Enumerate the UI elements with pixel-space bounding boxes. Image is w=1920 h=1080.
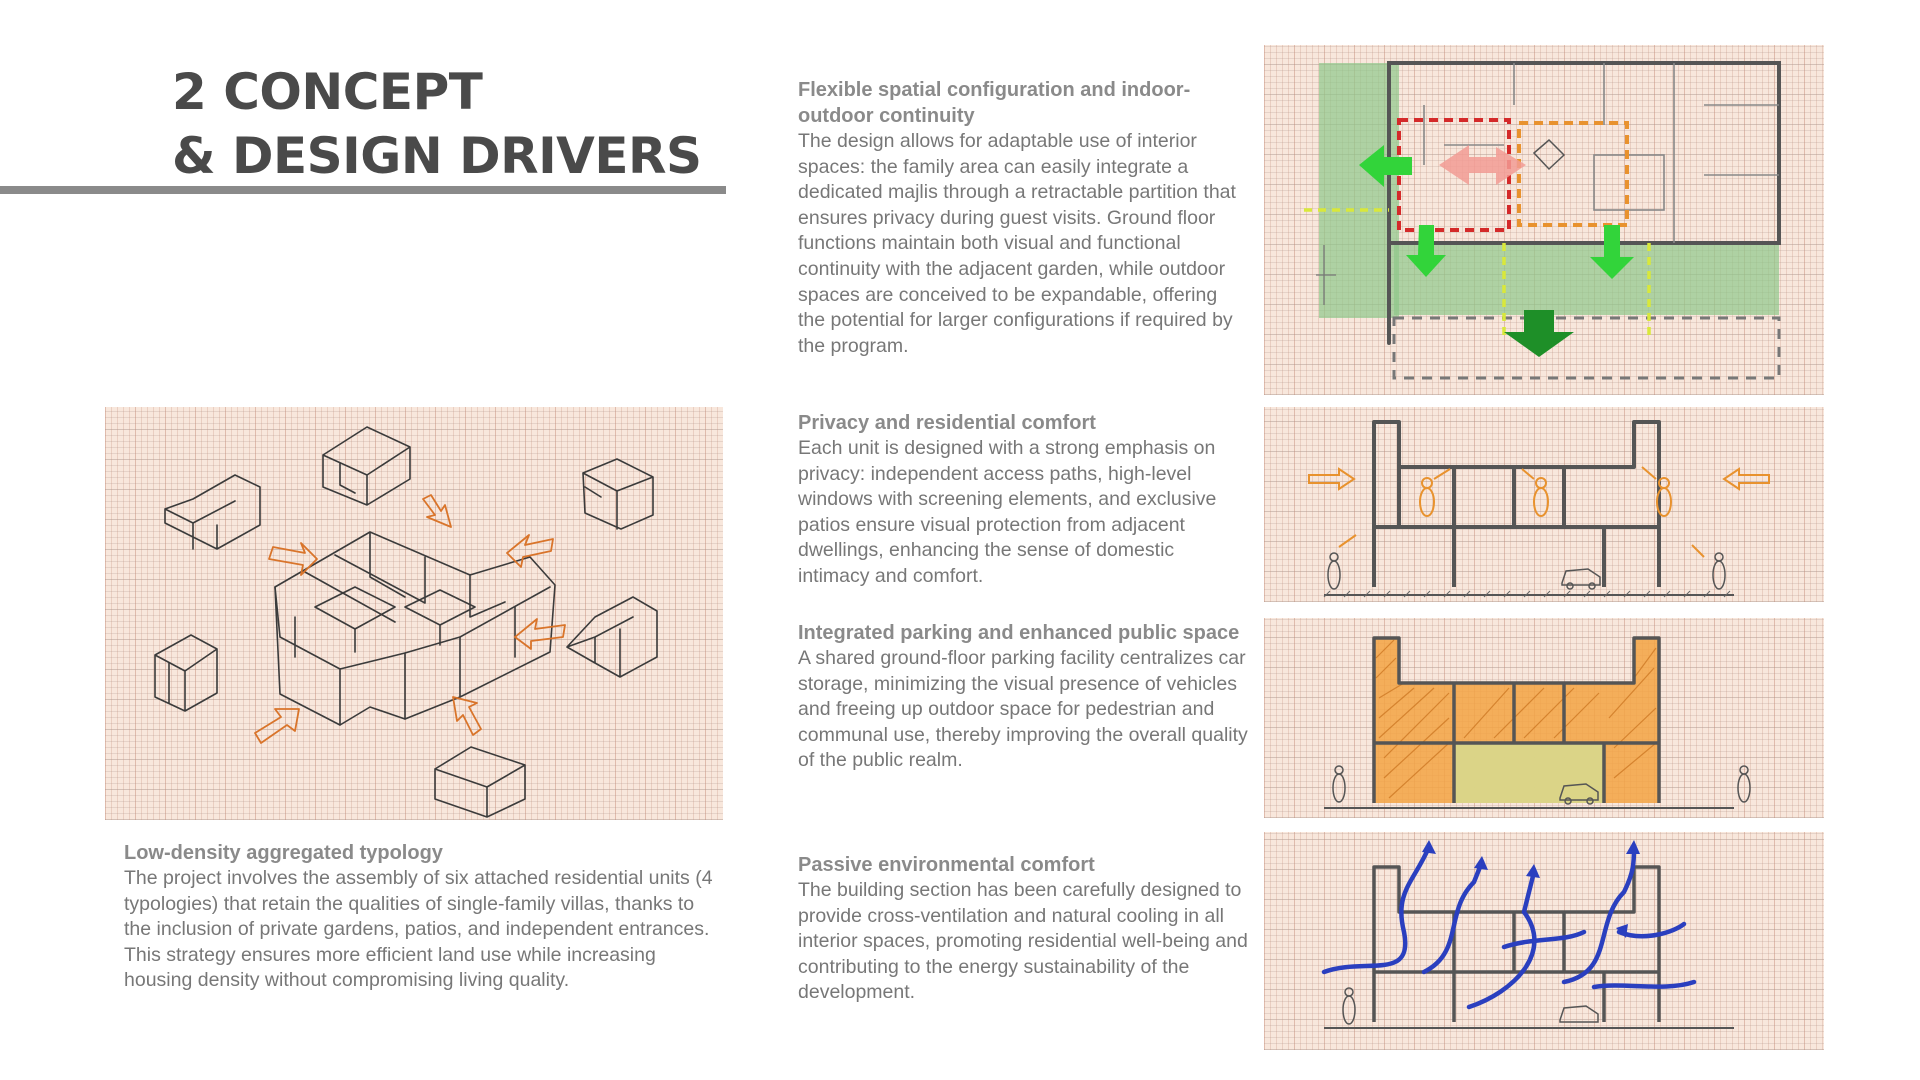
- ventilation-section-drawing: [1264, 832, 1824, 1050]
- low-density-body: The project involves the assembly of six attached residential units (4 typologies) that retain the qualities of single-family villas, thanks to the inclusion of private gardens, patios, and independent entrances. This strategy ensures more efficient land use while increasing housing density without compromising living quality.: [124, 867, 713, 992]
- privacy-heading: Privacy and residential comfort: [798, 412, 1096, 434]
- plan-sketch: [1264, 45, 1824, 395]
- title-line-2: & DESIGN DRIVERS: [172, 127, 702, 185]
- passive-heading: Passive environmental comfort: [798, 854, 1095, 876]
- parking-section-sketch: [1264, 618, 1824, 818]
- page-title: [172, 60, 702, 188]
- low-density-heading: Low-density aggregated typology: [124, 842, 443, 864]
- privacy-text: [798, 410, 1248, 590]
- plan-sketch-drawing: [1264, 45, 1824, 395]
- privacy-section-sketch: [1264, 407, 1824, 602]
- parking-text: [798, 620, 1248, 774]
- aggregation-sketch: [105, 407, 723, 820]
- parking-heading: Integrated parking and enhanced public space: [798, 622, 1240, 644]
- flexible-body: The design allows for adaptable use of interior spaces: the family area can easily integrate a dedicated majlis through a retractable partition that ensures privacy during guest visits. Ground floor functions maintain both visual and functional continuity with the adjacent garden, while outdoor spaces are conceived to be expandable, offering the potential for larger configurations if required by the program.: [798, 130, 1236, 357]
- title-underline: [0, 186, 726, 194]
- parking-section-drawing: [1264, 618, 1824, 818]
- flexible-heading: Flexible spatial configuration and indoor-outdoor continuity: [798, 79, 1191, 127]
- flexible-text: [798, 77, 1248, 359]
- privacy-section-drawing: [1264, 407, 1824, 602]
- ventilation-section-sketch: [1264, 832, 1824, 1050]
- title-line-1: 2 CONCEPT: [172, 63, 483, 121]
- privacy-body: Each unit is designed with a strong emphasis on privacy: independent access paths, high-level windows with screening elements, and exclusive patios ensure visual protection from adjacent dwellings, enhancing the sense of domestic intimacy and comfort.: [798, 437, 1217, 587]
- passive-body: The building section has been carefully designed to provide cross-ventilation and natural cooling in all interior spaces, promoting residential well-being and contributing to the energy sustainability of the development.: [798, 879, 1248, 1004]
- parking-body: A shared ground-floor parking facility centralizes car storage, minimizing the visual presence of vehicles and freeing up outdoor space for pedestrian and communal use, thereby improving the overall quality of the public realm.: [798, 647, 1248, 772]
- passive-text: [798, 852, 1248, 1006]
- low-density-text: [124, 840, 724, 994]
- aggregation-sketch-drawing: [105, 407, 723, 820]
